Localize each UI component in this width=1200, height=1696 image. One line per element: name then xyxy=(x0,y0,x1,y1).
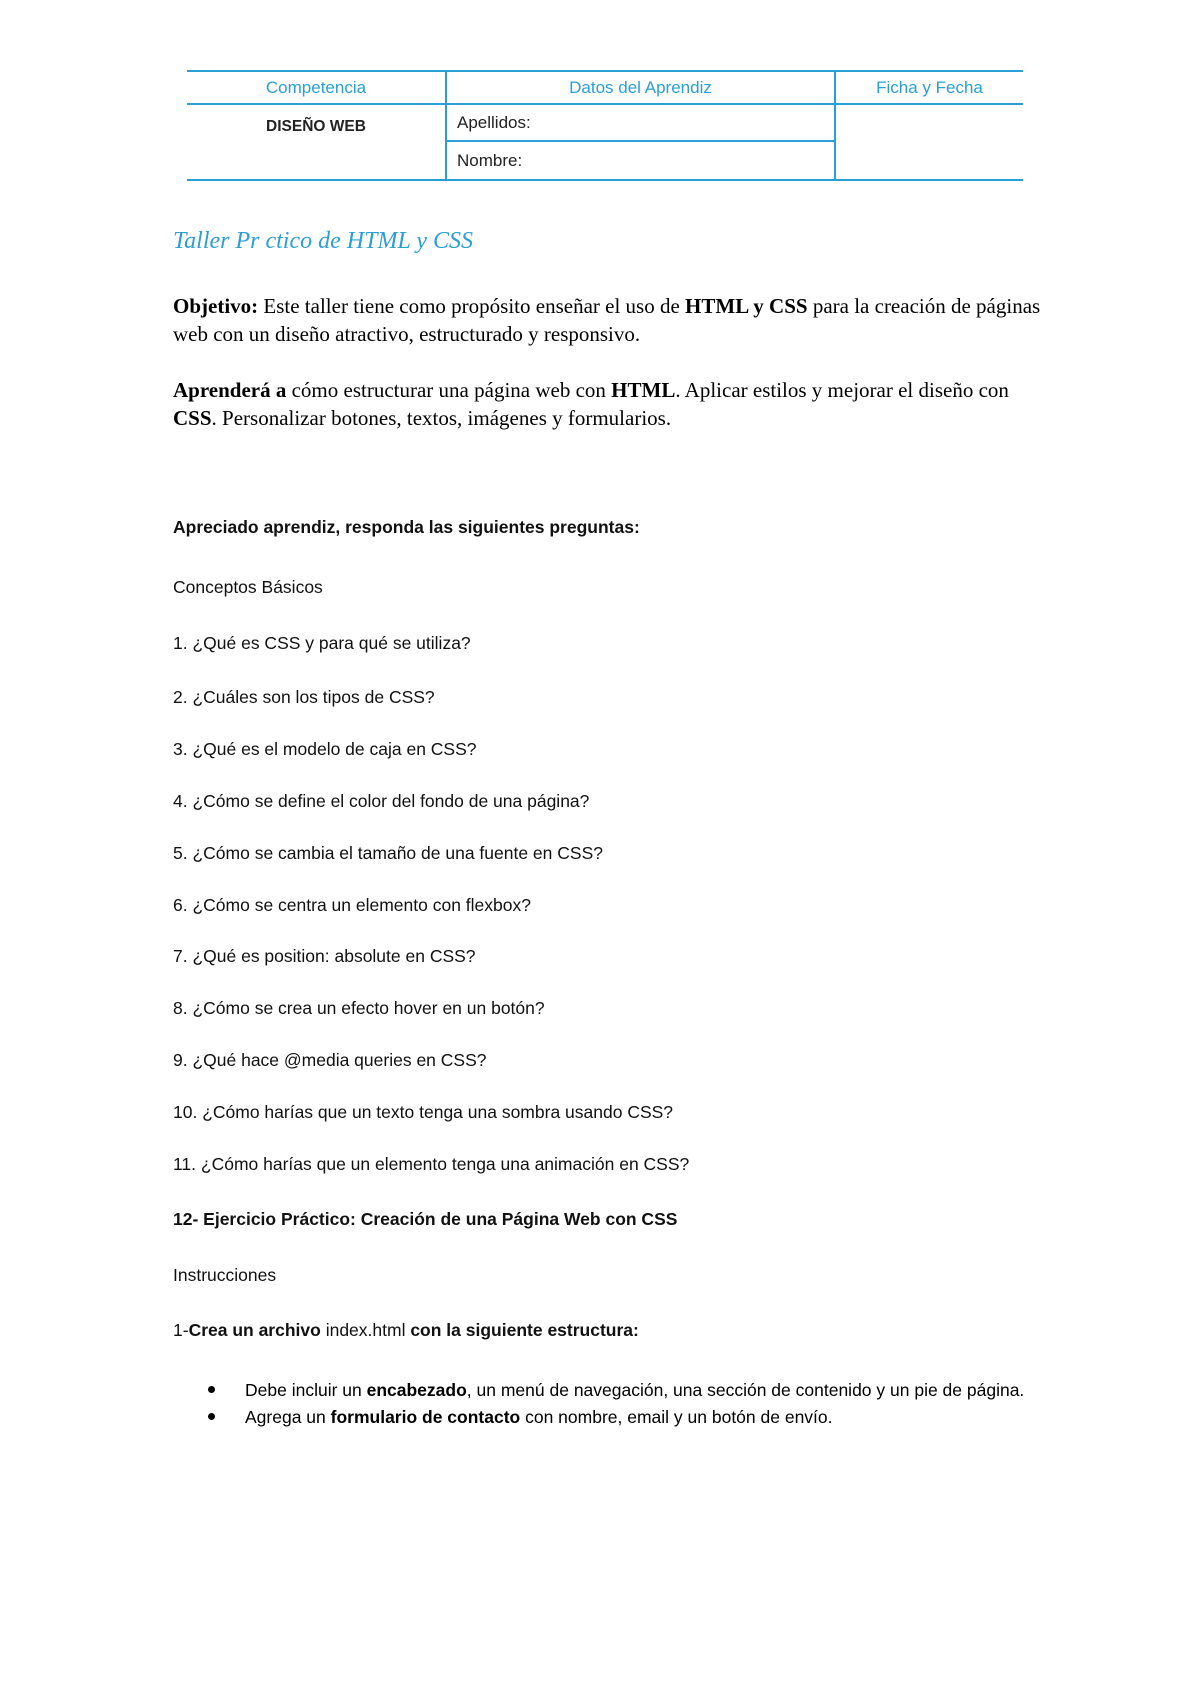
bullet-1-text-1: Debe incluir un xyxy=(245,1380,367,1400)
header-competencia: Competencia xyxy=(265,78,367,97)
aprendera-label: Aprenderá a xyxy=(173,378,287,402)
question-2: 2. ¿Cuáles son los tipos de CSS? xyxy=(173,687,435,707)
question-9: 9. ¿Qué hace @media queries en CSS? xyxy=(173,1050,487,1070)
question-8: 8. ¿Cómo se crea un efecto hover en un botón? xyxy=(173,998,545,1018)
objetivo-bold-1: HTML y CSS xyxy=(685,294,808,318)
step-1-bold-2: con la siguiente estructura: xyxy=(410,1320,639,1340)
table-row-divider xyxy=(447,140,836,142)
question-3: 3. ¿Qué es el modelo de caja en CSS? xyxy=(173,739,477,759)
objetivo-paragraph xyxy=(173,292,1043,348)
aprendera-text-1: cómo estructurar una página web con xyxy=(286,378,612,402)
aprendera-bold-2: CSS xyxy=(173,406,212,430)
question-4: 4. ¿Cómo se define el color del fondo de una página? xyxy=(173,791,590,811)
section-heading xyxy=(173,577,323,598)
bullet-2-bold: formulario de contacto xyxy=(330,1407,521,1427)
page-title: Taller Pr ctico de HTML y CSS xyxy=(173,228,474,254)
instruction-heading: Apreciado aprendiz, responda las siguientes preguntas: xyxy=(173,517,640,537)
aprendera-text-2: . Aplicar estilos y mejorar el diseño con xyxy=(675,378,1009,402)
step-1 xyxy=(173,1320,639,1341)
section-heading-text: Conceptos Básicos xyxy=(173,577,323,597)
header-ficha-fecha: Ficha y Fecha xyxy=(876,78,983,97)
exercise-heading: 12- Ejercicio Práctico: Creación de una Página Web con CSS xyxy=(173,1209,678,1229)
question-1: 1. ¿Qué es CSS y para qué se utiliza? xyxy=(173,633,471,653)
bullet-icon xyxy=(208,1413,215,1420)
question-6: 6. ¿Cómo se centra un elemento con flexbox? xyxy=(173,895,531,915)
step-1-filename: index.html xyxy=(320,1320,411,1340)
bullet-1-text-2: , un menú de navegación, una sección de contenido y un pie de página. xyxy=(466,1380,1025,1400)
table-bottom-border xyxy=(187,179,1023,181)
competencia-value: DISEÑO WEB xyxy=(266,118,366,135)
header-table xyxy=(187,70,1023,181)
bullet-icon xyxy=(208,1386,215,1393)
instrucciones-label: Instrucciones xyxy=(173,1265,277,1285)
table-header-divider xyxy=(187,103,1023,105)
step-1-prefix: 1- xyxy=(173,1320,189,1340)
bullet-2-text-2: con nombre, email y un botón de envío. xyxy=(520,1407,833,1427)
apellidos-label: Apellidos: xyxy=(457,113,531,132)
question-10: 10. ¿Cómo harías que un texto tenga una sombra usando CSS? xyxy=(173,1102,674,1122)
question-7: 7. ¿Qué es position: absolute en CSS? xyxy=(173,946,476,966)
nombre-label: Nombre: xyxy=(457,151,523,170)
objetivo-text-1: Este taller tiene como propósito enseñar el uso de xyxy=(258,294,686,318)
list-item xyxy=(200,1404,1030,1430)
step-1-bold-1: Crea un archivo xyxy=(188,1320,321,1340)
requirements-list xyxy=(200,1377,1030,1431)
aprendera-paragraph xyxy=(173,376,1043,432)
bullet-1-bold: encabezado xyxy=(366,1380,467,1400)
objetivo-text-2: para la creación de páginas web con un diseño atractivo, estructurado y responsivo. xyxy=(173,294,1041,346)
list-item xyxy=(200,1377,1030,1403)
aprendera-text-3: . Personalizar botones, textos, imágenes y formularios. xyxy=(211,406,672,430)
bullet-2-text-1: Agrega un xyxy=(245,1407,331,1427)
question-5: 5. ¿Cómo se cambia el tamaño de una fuente en CSS? xyxy=(173,843,603,863)
aprendera-bold-1: HTML xyxy=(611,378,676,402)
objetivo-label: Objetivo: xyxy=(173,294,259,318)
table-top-border xyxy=(187,70,1023,72)
question-11: 11. ¿Cómo harías que un elemento tenga una animación en CSS? xyxy=(173,1154,690,1174)
header-datos-aprendiz: Datos del Aprendiz xyxy=(569,78,712,97)
